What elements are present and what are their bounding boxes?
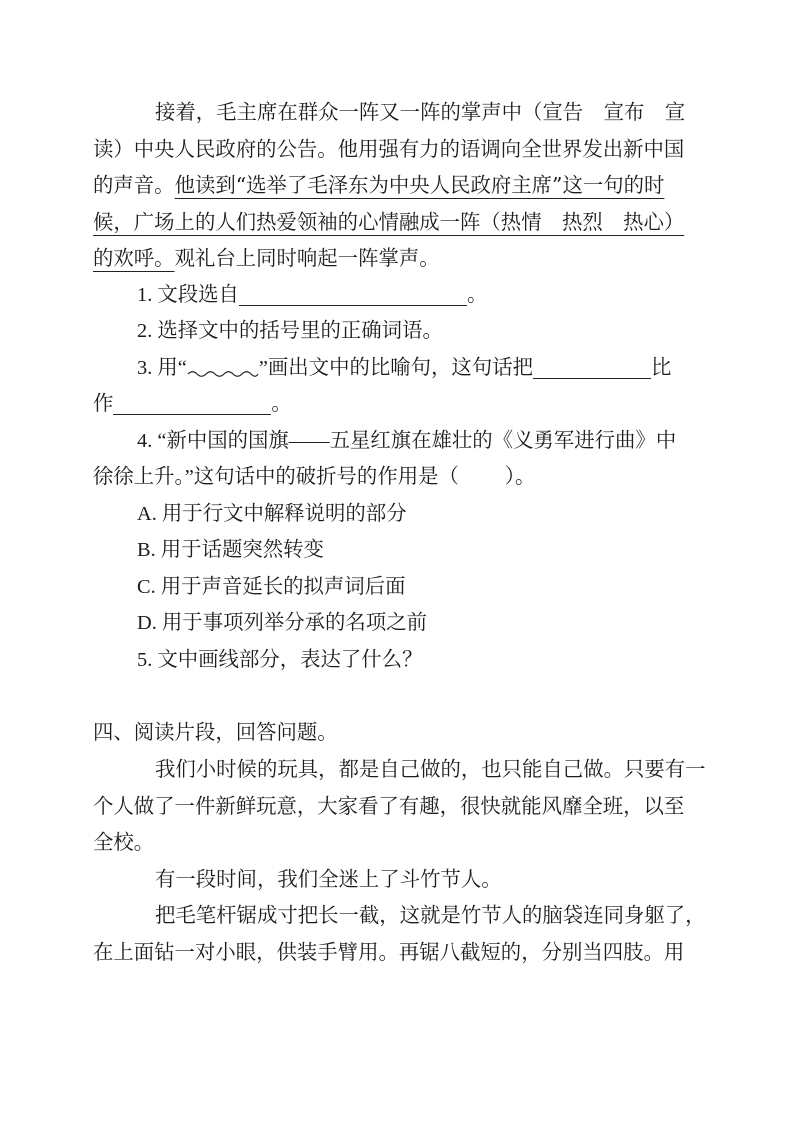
- text-line: [93, 788, 733, 825]
- text-segment: 2. 选择文中的括号里的正确词语。: [137, 320, 443, 342]
- text-segment: 。: [271, 393, 292, 415]
- text-segment: A. 用于行文中解释说明的部分: [137, 502, 407, 525]
- text-line: [93, 459, 733, 496]
- text-line: [93, 715, 733, 752]
- text-segment: 把毛笔杆锯成寸把长一截，这就是竹节人的脑袋连同身躯了，: [155, 903, 706, 927]
- text-line: [93, 277, 733, 314]
- underlined-text: 候，广场上的人们热爱领袖的心情融成一阵（热情 热烈 热心）: [93, 209, 685, 234]
- underlined-text: 的欢呼。: [93, 246, 175, 270]
- text-line: [93, 94, 733, 131]
- text-line: [93, 240, 733, 277]
- answer-blank: [533, 378, 651, 379]
- text-line: [93, 824, 733, 861]
- text-segment: 比: [650, 356, 672, 379]
- text-line: [93, 934, 733, 971]
- text-line: [93, 897, 733, 934]
- wavy-line-icon: [187, 369, 259, 378]
- underlined-text: 他读到“选举了毛泽东为中央人民政府主席”这一句的时: [174, 173, 665, 197]
- text-line: [93, 496, 733, 533]
- text-segment: ”画出文中的比喻句，这句话把: [258, 356, 533, 379]
- text-segment: 读）中央人民政府的公告。他用强有力的语调向全世界发出新中国: [93, 136, 685, 161]
- text-line: [93, 751, 733, 788]
- text-line: [93, 204, 733, 241]
- text-line: [93, 167, 733, 204]
- spacer-line: [93, 678, 733, 715]
- text-segment: 3. 用“: [137, 356, 187, 379]
- text-line: [93, 642, 733, 679]
- text-segment: 4. “新中国的国旗——五星红旗在雄壮的《义勇军进行曲》中: [137, 429, 677, 452]
- text-line: [93, 569, 733, 606]
- text-line: [93, 861, 733, 898]
- text-segment: 全校。: [93, 830, 155, 854]
- text-segment: 四、阅读片段，回答问题。: [93, 721, 338, 744]
- text-line: [93, 313, 733, 350]
- text-segment: 在上面钻一对小眼，供装手臂用。再锯八截短的，分别当四肢。用: [93, 939, 685, 964]
- text-segment: 有一段时间，我们全迷上了斗竹节人。: [155, 866, 502, 891]
- text-segment: 徐徐上升。”这句话中的破折号的作用是（ ）。: [93, 466, 536, 488]
- text-segment: 观礼台上同时响起一阵掌声。: [174, 246, 440, 270]
- text-segment: 。: [466, 283, 488, 306]
- text-segment: B. 用于话题突然转变: [137, 539, 324, 561]
- answer-blank: [239, 305, 467, 306]
- text-line: [93, 131, 733, 168]
- text-segment: 的声音。: [93, 173, 175, 197]
- text-segment: 我们小时候的玩具，都是自己做的，也只能自己做。只要有一: [155, 757, 706, 781]
- text-line: [93, 386, 733, 423]
- text-segment: 1. 文段选自: [137, 283, 239, 306]
- text-line: [93, 423, 733, 460]
- text-segment: D. 用于事项列举分承的名项之前: [137, 612, 427, 634]
- text-line: [93, 532, 733, 569]
- text-segment: 作: [93, 393, 114, 415]
- text-line: [93, 605, 733, 642]
- text-segment: C. 用于声音延长的拟声词后面: [137, 575, 406, 598]
- text-segment: 接着，毛主席在群众一阵又一阵的掌声中（宣告 宣布 宣: [155, 100, 686, 124]
- text-segment: 5. 文中画线部分，表达了什么？: [137, 648, 423, 671]
- answer-blank: [113, 414, 271, 415]
- text-line: [93, 350, 733, 387]
- text-segment: 个人做了一件新鲜玩意，大家看了有趣，很快就能风靡全班，以至: [93, 793, 685, 818]
